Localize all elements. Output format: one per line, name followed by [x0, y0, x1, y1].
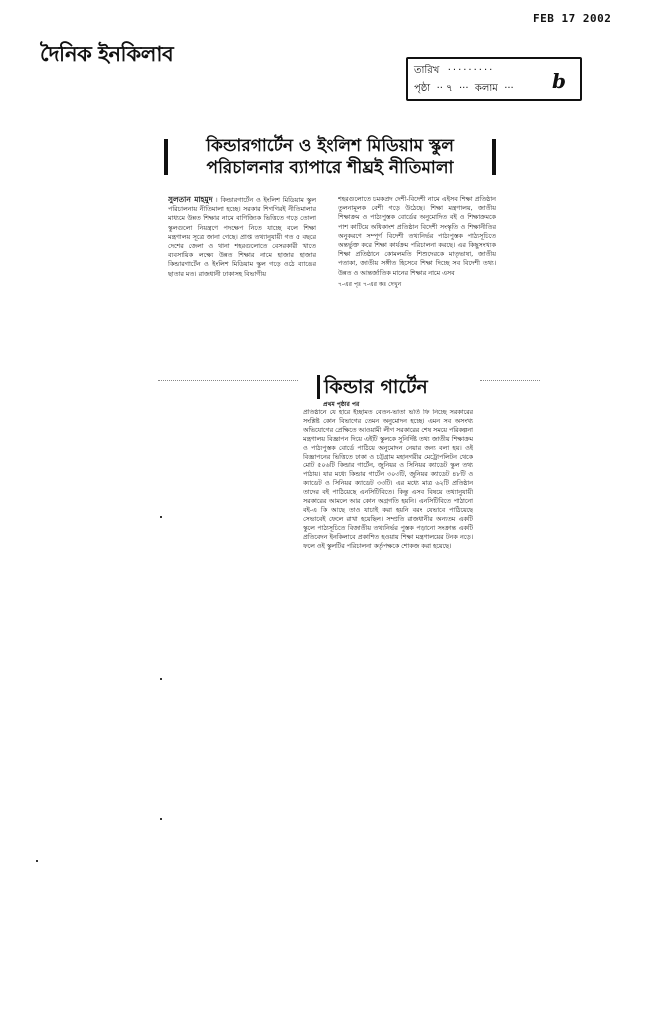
clipping-reference-box — [406, 57, 582, 101]
newspaper-name: দৈনিক ইনকিলাব — [40, 41, 174, 66]
byline: সুলতান মাহমুদ — [168, 195, 213, 204]
date-label: তারিখ — [414, 65, 440, 76]
news-clipping-main — [160, 135, 500, 335]
scan-speck — [160, 818, 162, 820]
headline-line-2: পরিচালনার ব্যাপারে শীঘ্রই নীতিমালা — [206, 158, 454, 178]
clipping-headline — [160, 135, 500, 179]
headline-rule-right — [492, 139, 496, 175]
news-clipping-continuation — [303, 375, 473, 630]
page-row: পৃষ্ঠা ·· ৭ ··· কলাম ··· — [414, 83, 514, 94]
article-column-2 — [338, 195, 496, 335]
scan-speck — [160, 516, 162, 518]
column-2-text: শহরগুলোতে চমকপ্রদ দেশী-বিদেশী নামে এইসব শিক্ষা প্রতিষ্ঠান তুলনামূলক বেশী গড়ে উঠেছে। শিক্ষা মন্ত্রণালয়, জাতীয় শিক্ষাক্রম ও পাঠ্যপুস্তক বোর্ডের অনুমোদিত বই ও শিক্ষাক্রমকে পাশ কাটিয়ে অধিকাংশ প্রতিষ্ঠান বিদেশী সংস্কৃতি ও শিক্ষানীতির অনুকরণে সম্পূর্ণ বিদেশী তথ্যনির্ভর পাঠ্যপুস্তক পাঠ্যসূচিতে অন্তর্ভুক্ত করে শিক্ষা কার্যক্রম পরিচালনা করছে। এর কিছুসংখ্যক শিক্ষা প্রতিষ্ঠানে কোমলমতি শিশুদেরকে মাতৃভাষা, জাতীয় পতাকা, জাতীয় সঙ্গীত হিসেবে শিক্ষা দিচ্ছে সব বিদেশী তথ্য। উন্নত ও আন্তর্জাতিক মানের শিক্ষার নামে এসব — [338, 195, 496, 277]
scan-speck — [36, 860, 38, 862]
continued-note: ৭-এর পৃঃ ৭-এর কঃ দেখুন — [338, 280, 402, 288]
headline-line-1: কিন্ডারগার্টেন ও ইংলিশ মিডিয়াম স্কুল — [206, 136, 454, 156]
received-date-stamp: FEB 17 2002 — [533, 12, 612, 25]
headline-rule-left — [164, 139, 168, 175]
column-label: কলাম — [474, 83, 498, 94]
continuation-body: প্রতিষ্ঠানে যে হারে ইচ্ছামত বেতন-ভাতা ভর্তি ফি নিচ্ছে সরকারের সংশ্লিষ্ট কোন বিভাগের তেমন অনুমোদন হচ্ছে। এমন সব অসংখ্য অভিযোগের প্রেক্ষিতে আওয়ামী লীগ সরকারের শেষ সময়ে পরিকল্পনা মন্ত্রণালয় বিজ্ঞাপন দিয়ে এইটি স্কুলকে সুনির্দিষ্ট তথ্য জাতীয় শিক্ষাক্রম ও পাঠ্যপুস্তক বোর্ডে পাঠিয়ে অনুমোদন নেয়ার জন্য বলা হয়। ওই বিজ্ঞাপনের ভিত্তিতে ঢাকা ও চট্টগ্রাম মহানগরীর মেট্রোপলিটন থেকে মোট ৫০৬টি কিন্ডার গার্টেন, জুনিয়র ও সিনিয়র ক্যাডেট স্কুল তথ্য পাঠায়। যার মধ্যে কিন্ডার গার্টেন ৩০৩টি, জুনিয়র ক্যাডেট ৪৮টি ও ক্যাডেট ও সিনিয়র ক্যাডেট ৩৩টি। এর মধ্যে মাত্র ৬২টি প্রতিষ্ঠান তাদের বই পাঠিয়েছে এনসিটিবিতে। কিন্তু এসব বিষয়ে তথ্যানুযায়ী সরকারের আমলে আর কোন অগ্রগতি হয়নি। এনসিটিবিতে পাঠানো বই-এ কি আছে তাও যাচাই করা হয়নি বরং যেভাবে পাঠিয়েছে সেভাবেই ফেলে রাখা হয়েছিল। সম্প্রতি রাজধানীর অন্যতম একটি স্কুলে পাঠ্যসূচিতে বিজাতীয় তথ্যনির্ভর পুস্তক পড়ানো সংক্রান্ত একটি প্রতিবেদন ইনকিলাবে প্রকাশিত হওয়ায় শিক্ষা মন্ত্রণালয়ের টনক নড়ে। ফলে ওই স্কুলটির পরিচালনা কর্তৃপক্ষকে শোকজ করা হয়েছে। — [303, 409, 473, 550]
column-1-text: । কিন্ডারগার্টেন ও ইংলিশ মিডিয়াম স্কুল পরিচালনায় নীতিমালা হচ্ছে। সরকার শিগগিরই নীতিমালার মাধ্যমে উন্নত শিক্ষার নামে বাণিজ্যিক ভিত্তিতে গড়ে তোলা স্কুলগুলো নিয়ন্ত্রণে পদক্ষেপ নিতে যাচ্ছে বলে শিক্ষা মন্ত্রণালয় সূত্রে জানা গেছে। প্রাপ্ত তথ্যানুযায়ী গত ৫ বছরে দেশের জেলা ও থানা শহরগুলোতে বেসরকারী খাতে ব্যবসায়িক লক্ষ্যে উন্নত শিক্ষার নামে হাজার হাজার কিন্ডারগার্টেন ও ইংলিশ মিডিয়াম স্কুল গড়ে ওঠে ব্যাঙের ছাতার মত। রাজধানী ঢাকাসহ বিভাগীয় — [168, 196, 316, 278]
page-label: পৃষ্ঠা — [414, 83, 431, 94]
scan-dotted-line — [158, 380, 298, 381]
page-number: ৭ — [446, 83, 453, 94]
date-row: তারিখ ········· — [414, 65, 495, 76]
scan-speck — [160, 678, 162, 680]
article-column-1 — [168, 195, 316, 335]
column-number-handwritten: b — [552, 69, 566, 93]
continuation-subhead: প্রথম পৃষ্ঠার পর — [323, 401, 360, 408]
continuation-headline: কিন্ডার গার্টেন — [317, 375, 428, 399]
scan-dotted-line — [480, 380, 540, 381]
